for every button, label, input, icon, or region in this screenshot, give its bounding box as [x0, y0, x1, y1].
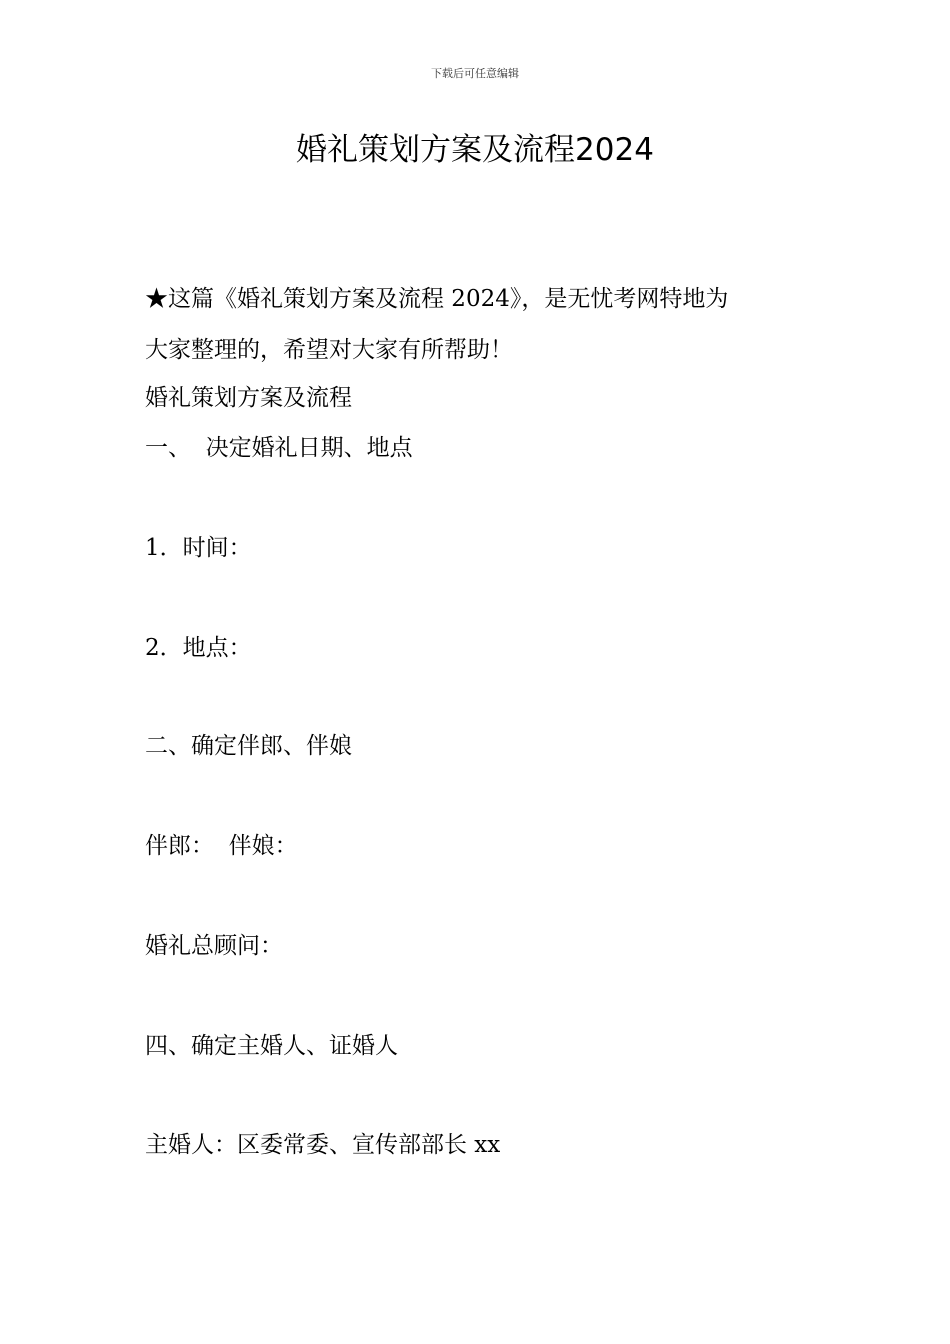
section-heading-bestman-bridesmaid: 二、确定伴郎、伴娘 — [145, 733, 352, 759]
document-title: 婚礼策划方案及流程2024 — [296, 132, 654, 168]
page-header-note: 下载后可任意编辑 — [431, 67, 519, 80]
section-heading-officiant-witness: 四、确定主婚人、证婚人 — [145, 1033, 398, 1059]
list-item-location: 2．地点： — [145, 635, 252, 661]
section-subtitle: 婚礼策划方案及流程 — [145, 385, 352, 411]
section-heading-date-location: 一、 决定婚礼日期、地点 — [145, 435, 413, 461]
bestman-bridesmaid-line: 伴郎： 伴娘： — [145, 833, 298, 859]
officiant-line: 主婚人：区委常委、宣传部部长 xx — [145, 1132, 501, 1158]
wedding-advisor-line: 婚礼总顾问： — [145, 933, 283, 959]
list-item-time: 1．时间： — [145, 535, 252, 561]
intro-paragraph-line-1: ★这篇《婚礼策划方案及流程 2024》，是无忧考网特地为 — [145, 286, 729, 312]
intro-paragraph-line-2: 大家整理的，希望对大家有所帮助！ — [145, 337, 513, 363]
